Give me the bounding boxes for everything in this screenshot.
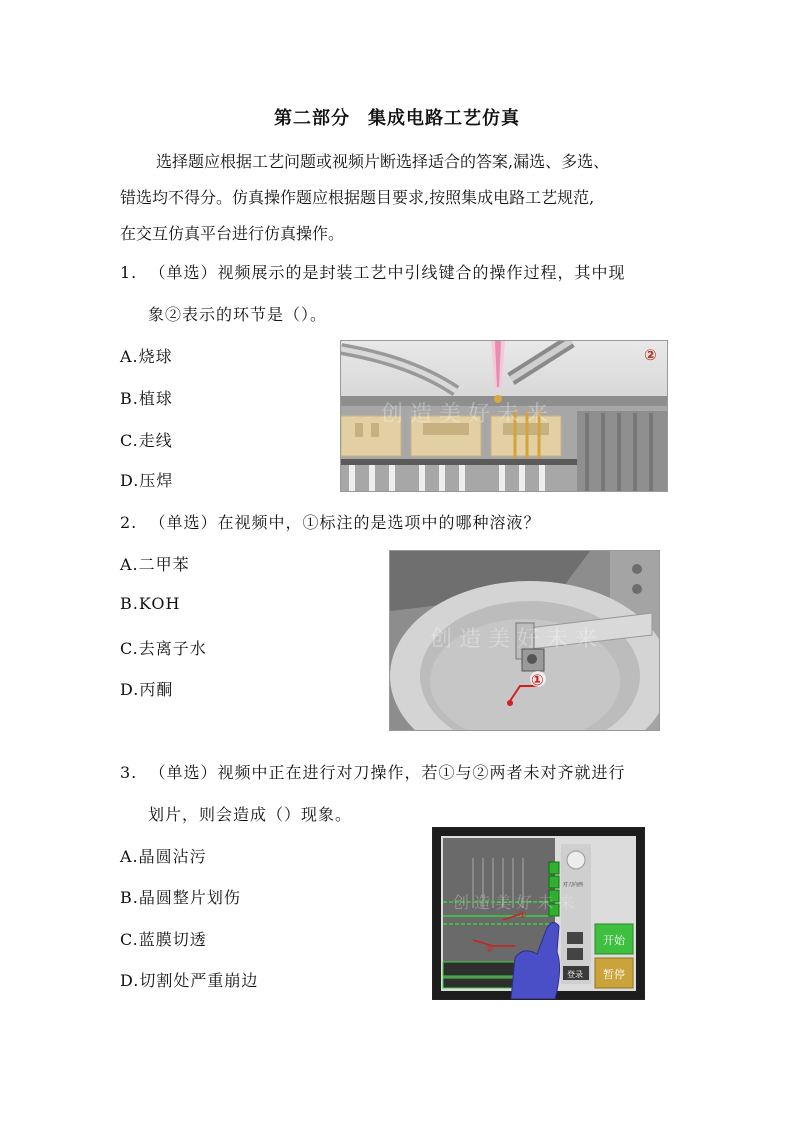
intro-line-3: 在交互仿真平台进行仿真操作。 bbox=[120, 224, 345, 243]
question-3-line-2: 划片，则会造成（）现象。 bbox=[148, 805, 353, 824]
question-1-figure bbox=[340, 340, 668, 492]
marker-2: ② bbox=[644, 346, 657, 364]
question-1-line-2: 象②表示的环节是（）。 bbox=[148, 305, 328, 324]
question-3-option-a[interactable]: A.晶圆沾污 bbox=[120, 847, 207, 866]
question-3-line-1: 3. （单选）视频中正在进行对刀操作，若①与②两者未对齐就进行 bbox=[120, 763, 626, 782]
figure-watermark: 创 造 美 好 未 来 bbox=[430, 627, 597, 652]
question-1-option-c[interactable]: C.走线 bbox=[120, 431, 173, 450]
question-3-option-b[interactable]: B.晶圆整片划伤 bbox=[120, 888, 241, 907]
question-3-option-c[interactable]: C.蓝膜切透 bbox=[120, 930, 207, 949]
marker-1: ① bbox=[518, 910, 527, 921]
question-2-option-a[interactable]: A.二甲苯 bbox=[120, 555, 190, 574]
question-2-line-1: 2. （单选）在视频中，①标注的是选项中的哪种溶液？ bbox=[120, 513, 541, 532]
wire-bonding-illustration bbox=[341, 341, 667, 491]
question-1-option-a[interactable]: A.烧球 bbox=[120, 347, 173, 366]
panel-pause-label: 暂停 bbox=[603, 968, 625, 981]
section-title-name: 集成电路工艺仿真 bbox=[368, 108, 520, 129]
intro-line-1: 选择题应根据工艺问题或视频片断选择适合的答案,漏选、多选、 bbox=[156, 152, 610, 171]
intro-line-2: 错选均不得分。仿真操作题应根据题目要求,按照集成电路工艺规范, bbox=[120, 188, 595, 207]
question-2-option-c[interactable]: C.去离子水 bbox=[120, 639, 207, 658]
intro-paragraph bbox=[120, 144, 680, 252]
marker-2: ② bbox=[485, 944, 494, 955]
question-2-option-d[interactable]: D.丙酮 bbox=[120, 680, 174, 699]
panel-small-label: 对刀向画 bbox=[563, 882, 584, 888]
dicing-alignment-panel bbox=[433, 828, 644, 999]
question-1-option-b[interactable]: B.植球 bbox=[120, 389, 173, 408]
spin-coater-illustration bbox=[390, 551, 659, 730]
figure-watermark: 创 造 美 好 未 来 bbox=[453, 893, 575, 912]
panel-start-label: 开始 bbox=[603, 934, 625, 947]
section-title bbox=[0, 104, 794, 130]
marker-1: ① bbox=[531, 671, 544, 689]
question-3-figure bbox=[432, 827, 645, 1000]
section-title-part: 第二部分 bbox=[274, 108, 350, 129]
question-1-option-d[interactable]: D.压焊 bbox=[120, 471, 174, 490]
question-1-line-1: 1. （单选）视频展示的是封装工艺中引线键合的操作过程，其中现 bbox=[120, 263, 626, 282]
figure-watermark: 创 造 美 好 未 来 bbox=[381, 402, 548, 427]
question-2-figure bbox=[389, 550, 660, 731]
panel-login-button: 登录 bbox=[567, 970, 583, 979]
question-3-option-d[interactable]: D.切割处严重崩边 bbox=[120, 971, 259, 990]
question-2-option-b[interactable]: B.KOH bbox=[120, 594, 181, 613]
